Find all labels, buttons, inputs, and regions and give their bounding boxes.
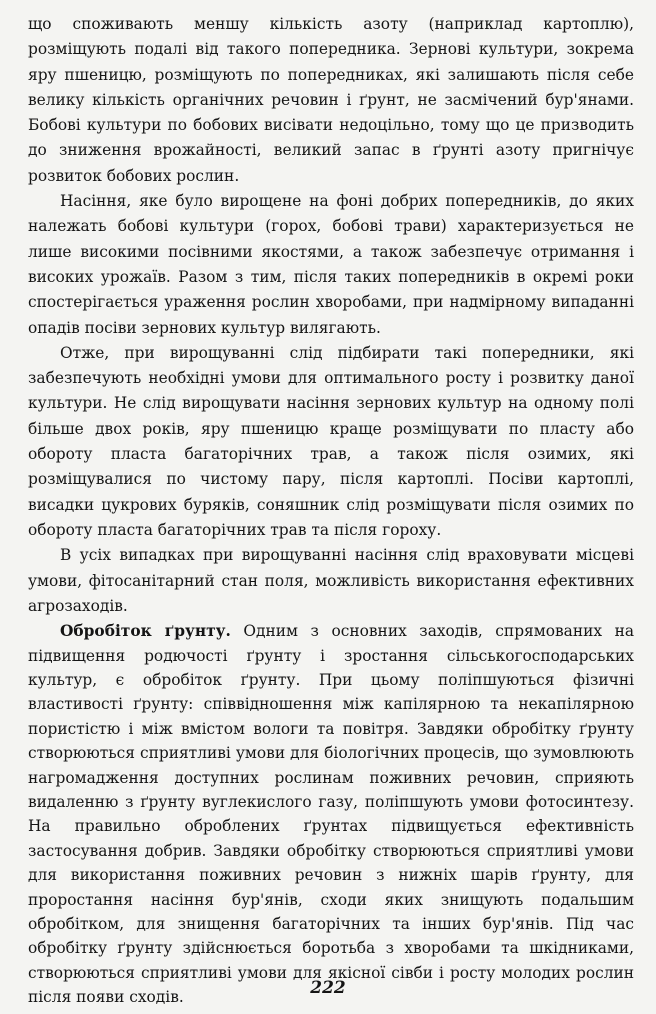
paragraph-5 — [28, 619, 634, 1010]
paragraph-3: Отже, при вирощуванні слід підбирати такі попередники, які забезпечують необхідні умови для оптимального росту і розвитку даної культури. Не слід вирощувати насіння зернових культур на одному полі більше двох років, яру пшеницю краще розміщувати по пласту або обороту пласта багаторічних трав, а також після озимих, які розміщувалися по чистому пару, після картоплі. Посіви картоплі, висадки цукрових буряків, соняшник слід розміщувати після озимих по обороту пласта багаторічних трав та після гороху. — [28, 343, 634, 539]
section-heading: Обробіток ґрунту. — [60, 622, 231, 641]
paragraph-2: Насіння, яке було вирощене на фоні добрих попередників, до яких належать бобові культури (горох, бобові трави) характеризується не лише високими посівними якостями, а також забезпечує отримання і високих урожаїв. Разом з тим, після таких попередників в окремі роки спостерігається ураження рослин хворобами, при надмірному випаданні опадів посіви зернових культур вилягають. — [28, 192, 634, 337]
paragraph-1: що споживають меншу кількість азоту (наприклад картоплю), розміщують подалі від такого попередника. Зернові культури, зокрема яру пшеницю, розміщують по попередниках, які залишають після себе велику кількість органічних речовин і ґрунт, не засмічений бур'янами. Бобові культури по бобових висівати недоцільно, тому що це призводить до зниження врожайності, великий запас в ґрунті азоту пригнічує розвиток бобових рослин. — [28, 15, 634, 185]
body-text — [28, 12, 634, 1010]
page-number: 222 — [310, 978, 346, 998]
paragraph-4: В усіх випадках при вирощуванні насіння слід враховувати місцеві умови, фітосанітарний стан поля, можливість використання ефективних агрозаходів. — [28, 546, 634, 615]
paragraph-5-text: Одним з основних заходів, спрямованих на підвищення родючості ґрунту і зростання сільськогосподарських культур, є обробіток ґрунту. При цьому поліпшуються фізичні властивості ґрунту: співвідношення між капілярною та некапілярною пористістю і між вмістом вологи та повітря. Завдяки обробітку ґрунту створюються сприятливі умови для біологічних процесів, що зумовлюють нагромадження доступних рослинам поживних речовин, сприяють видаленню з ґрунту вуглекислого газу, поліпшують умови фотосинтезу. На правильно оброблених ґрунтах підвищується ефективність застосування добрив. Завдяки обробітку створюються сприятливі умови для використання поживних речовин з нижніх шарів ґрунту, для проростання насіння бур'янів, сходи яких знищують подальшим обробітком, для знищення багаторічних та інших бур'янів. Під час обробітку ґрунту здійснюється боротьба з хворобами та шкідниками, створюються сприятливі умови для якісної сівби і росту молодих рослин після появи сходів. — [28, 622, 635, 1007]
